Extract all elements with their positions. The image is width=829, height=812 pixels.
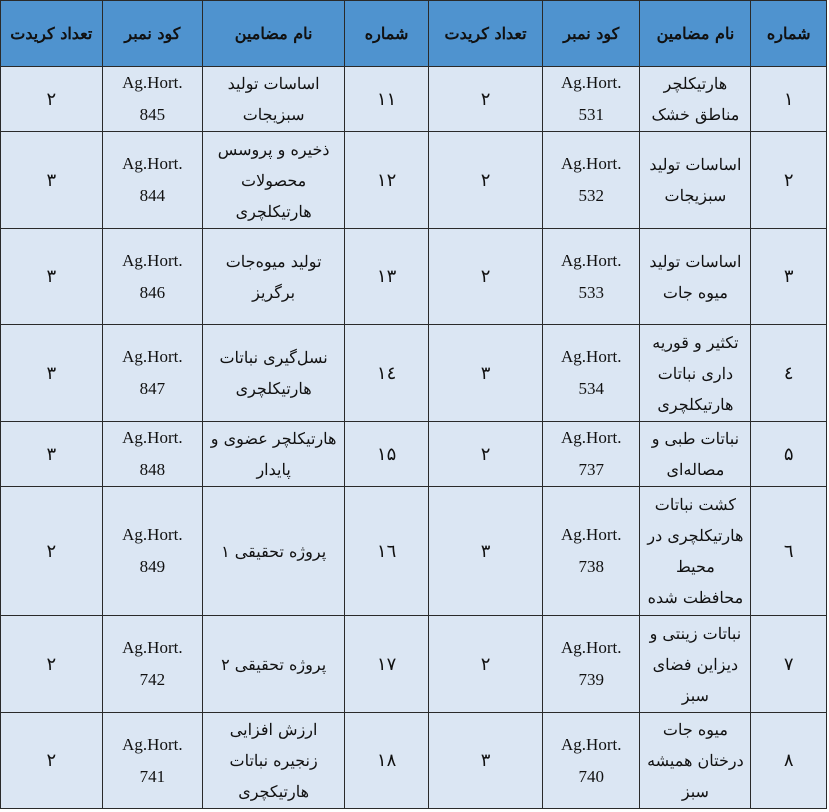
- cell-credits: ۲: [429, 616, 543, 713]
- cell-code: Ag.Hort. 846: [102, 229, 203, 325]
- cell-code: Ag.Hort. 848: [102, 422, 203, 487]
- cell-code: Ag.Hort. 742: [102, 616, 203, 713]
- cell-code: Ag.Hort. 738: [543, 487, 640, 616]
- header-subject-name-a: نام مضامین: [640, 1, 751, 67]
- cell-number: ۱۷: [345, 616, 429, 713]
- cell-subject-name: میوه جات درختان همیشه سبز: [640, 713, 751, 809]
- cell-subject-name: پروژه تحقیقی ۱: [203, 487, 345, 616]
- cell-credits: ۲: [429, 132, 543, 229]
- cell-number: ۱۲: [345, 132, 429, 229]
- cell-code: Ag.Hort. 741: [102, 713, 203, 809]
- cell-number: ۱۵: [345, 422, 429, 487]
- cell-code: Ag.Hort. 740: [543, 713, 640, 809]
- cell-credits: ۳: [1, 325, 103, 422]
- cell-credits: ۲: [429, 229, 543, 325]
- cell-code: Ag.Hort. 849: [102, 487, 203, 616]
- cell-subject-name: کشت نباتات هارتیکلچری در محیط محافظت شده: [640, 487, 751, 616]
- table-row: [1, 229, 827, 325]
- cell-subject-name: پروژه تحقیقی ۲: [203, 616, 345, 713]
- cell-code: Ag.Hort. 845: [102, 67, 203, 132]
- cell-credits: ۳: [429, 713, 543, 809]
- cell-subject-name: هارتیکلچر مناطق خشک: [640, 67, 751, 132]
- cell-credits: ۳: [1, 229, 103, 325]
- cell-credits: ۲: [1, 616, 103, 713]
- cell-subject-name: اساسات تولید سبزیجات: [203, 67, 345, 132]
- cell-code: Ag.Hort. 847: [102, 325, 203, 422]
- cell-credits: ۳: [1, 422, 103, 487]
- cell-code: Ag.Hort. 533: [543, 229, 640, 325]
- cell-number: ١٤: [345, 325, 429, 422]
- cell-credits: ۳: [429, 325, 543, 422]
- cell-code: Ag.Hort. 844: [102, 132, 203, 229]
- cell-credits: ۳: [1, 132, 103, 229]
- cell-number: ١٦: [345, 487, 429, 616]
- cell-code: Ag.Hort. 534: [543, 325, 640, 422]
- cell-number: ۸: [751, 713, 827, 809]
- header-code-b: کود نمبر: [102, 1, 203, 67]
- cell-code: Ag.Hort. 531: [543, 67, 640, 132]
- cell-subject-name: تولید میوه‌جات برگریز: [203, 229, 345, 325]
- cell-credits: ۲: [1, 713, 103, 809]
- cell-subject-name: نباتات زینتی و دیزاین فضای سبز: [640, 616, 751, 713]
- cell-credits: ۲: [429, 422, 543, 487]
- cell-credits: ۲: [429, 67, 543, 132]
- cell-number: ۱۳: [345, 229, 429, 325]
- cell-code: Ag.Hort. 739: [543, 616, 640, 713]
- cell-number: ۷: [751, 616, 827, 713]
- cell-number: ۵: [751, 422, 827, 487]
- cell-subject-name: هارتیکلچر عضوی و پایدار: [203, 422, 345, 487]
- cell-number: ۱۸: [345, 713, 429, 809]
- header-subject-name-b: نام مضامین: [203, 1, 345, 67]
- header-credits-b: تعداد کریدت: [1, 1, 103, 67]
- table-row: [1, 487, 827, 616]
- cell-number: ۳: [751, 229, 827, 325]
- header-credits-a: تعداد کریدت: [429, 1, 543, 67]
- cell-subject-name: نباتات طبی و مصاله‌ای: [640, 422, 751, 487]
- cell-number: ٦: [751, 487, 827, 616]
- table-row: [1, 132, 827, 229]
- cell-subject-name: اساسات تولید سبزیجات: [640, 132, 751, 229]
- cell-credits: ۲: [1, 67, 103, 132]
- table-row: [1, 422, 827, 487]
- cell-credits: ۲: [1, 487, 103, 616]
- header-code-a: کود نمبر: [543, 1, 640, 67]
- table-row: [1, 616, 827, 713]
- header-row: [1, 1, 827, 67]
- cell-code: Ag.Hort. 532: [543, 132, 640, 229]
- table-row: [1, 325, 827, 422]
- cell-number: ۲: [751, 132, 827, 229]
- header-number-a: شماره: [751, 1, 827, 67]
- cell-number: ٤: [751, 325, 827, 422]
- cell-subject-name: نسل‌گیری نباتات هارتیکلچری: [203, 325, 345, 422]
- cell-subject-name: تکثیر و قوریه داری نباتات هارتیکلچری: [640, 325, 751, 422]
- cell-subject-name: اساسات تولید میوه جات: [640, 229, 751, 325]
- header-number-b: شماره: [345, 1, 429, 67]
- cell-number: ۱: [751, 67, 827, 132]
- cell-code: Ag.Hort. 737: [543, 422, 640, 487]
- cell-number: ۱۱: [345, 67, 429, 132]
- table-row: [1, 67, 827, 132]
- cell-subject-name: ذخیره و پروسس محصولات هارتیکلچری: [203, 132, 345, 229]
- table-row: [1, 713, 827, 809]
- cell-credits: ۳: [429, 487, 543, 616]
- cell-subject-name: ارزش افزایی زنجیره نباتات هارتیکچری: [203, 713, 345, 809]
